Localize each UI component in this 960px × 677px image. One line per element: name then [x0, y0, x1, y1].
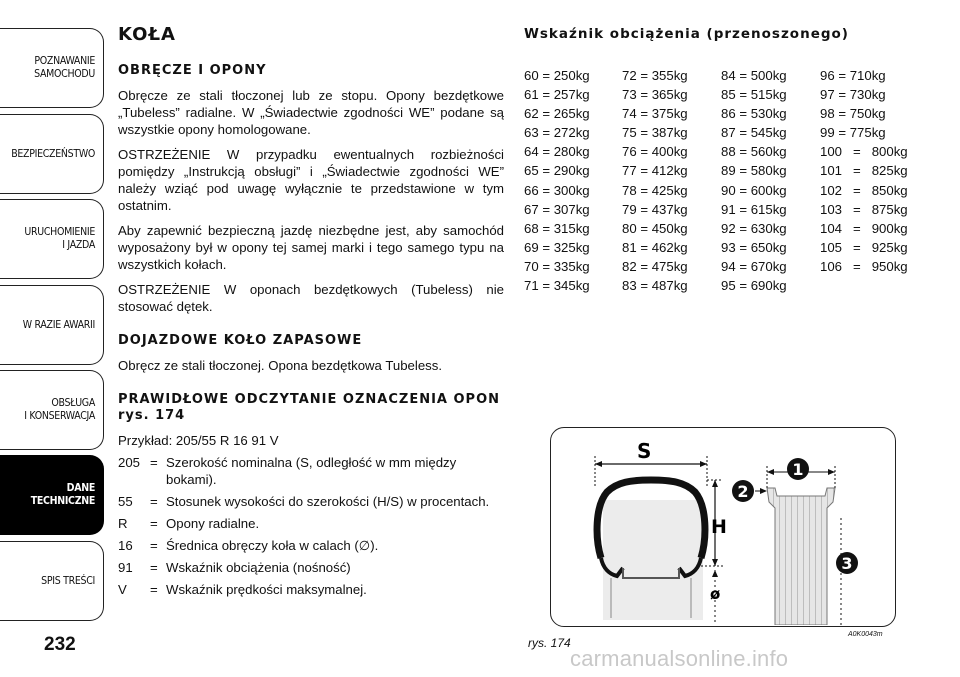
marking-text: Szerokość nominalna (S, odległość w mm między bokami). [166, 455, 457, 487]
load-index-entry: 106 = 950kg [820, 258, 908, 274]
load-index-entry: 63 = 272kg [524, 125, 590, 141]
load-index-entry: 81 = 462kg [622, 239, 688, 255]
callout-3 [836, 552, 858, 574]
load-index-column-1 [524, 66, 590, 295]
tab-obsluga-i-konserwacja[interactable]: OBSŁUGA I KONSERWACJA [0, 370, 104, 450]
load-index-entry: 92 = 630kg [721, 220, 787, 236]
section-heading-rims: OBRĘCZE I OPONY [118, 63, 267, 78]
load-index-entry: 94 = 670kg [721, 258, 787, 274]
example-line: Przykład: 205/55 R 16 91 V [118, 433, 279, 448]
list-item: V = Wskaźnik prędkości maksymalnej. [118, 582, 367, 597]
load-index-entry: 102 = 850kg [820, 182, 908, 198]
section-heading-spare: DOJAZDOWE KOŁO ZAPASOWE [118, 333, 363, 348]
list-item: R = Opony radialne. [118, 516, 260, 531]
paragraph: Obręcz ze stali tłoczonej. Opona bezdętkowa Tubeless. [118, 358, 443, 373]
load-index-entry: 68 = 315kg [524, 220, 590, 236]
tire-cross-section-illustration [551, 428, 894, 625]
main-text-column [118, 26, 504, 603]
marking-list [118, 454, 504, 598]
load-index-entry: 89 = 580kg [721, 163, 787, 179]
load-index-entry: 87 = 545kg [721, 125, 787, 141]
marking-text: Wskaźnik obciążenia (nośność) [166, 560, 351, 575]
load-index-entry: 84 = 500kg [721, 68, 787, 83]
marking-key: R [118, 516, 128, 531]
load-index-entry: 60 = 250kg [524, 68, 590, 83]
load-index-entry: 99 = 775kg [820, 125, 886, 141]
load-index-entry: 78 = 425kg [622, 182, 688, 198]
tab-dane-techniczne[interactable]: DANE TECHNICZNE [0, 455, 104, 535]
tire-diagram [550, 427, 896, 627]
load-index-entry: 76 = 400kg [622, 144, 688, 160]
tab-poznawanie-samochodu[interactable]: POZNAWANIE SAMOCHODU [0, 28, 104, 108]
load-index-column-4 [820, 66, 908, 276]
marking-text: Wskaźnik prędkości maksymalnej. [166, 582, 367, 597]
watermark: carmanualsonline.info [570, 646, 789, 671]
tab-w-razie-awarii[interactable]: W RAZIE AWARII [0, 285, 104, 365]
rim-section [755, 466, 841, 625]
list-item: 55 = Stosunek wysokości do szerokości (H/S) w procentach. [118, 494, 490, 509]
load-index-entry: 61 = 257kg [524, 87, 590, 103]
load-index-entry: 79 = 437kg [622, 201, 688, 217]
load-index-column [524, 26, 944, 294]
load-index-entry: 90 = 600kg [721, 182, 787, 198]
load-index-entry: 72 = 355kg [622, 68, 688, 83]
load-index-entry: 105 = 925kg [820, 239, 908, 255]
label-diameter: ø [710, 585, 721, 603]
load-index-entry: 64 = 280kg [524, 144, 590, 160]
page-title: KOŁA [118, 24, 176, 45]
load-index-entry: 82 = 475kg [622, 258, 688, 274]
load-index-entry: 86 = 530kg [721, 106, 787, 122]
marking-text: Opony radialne. [166, 516, 260, 531]
label-h: H [711, 516, 727, 538]
marking-key: V [118, 582, 127, 597]
marking-key: 55 [118, 494, 133, 509]
load-index-entry: 97 = 730kg [820, 87, 886, 103]
load-index-entry: 62 = 265kg [524, 106, 590, 122]
load-index-entry: 96 = 710kg [820, 68, 886, 83]
load-index-entry: 73 = 365kg [622, 87, 688, 103]
svg-text:3: 3 [841, 554, 853, 573]
marking-key: 205 [118, 455, 141, 470]
svg-text:1: 1 [792, 460, 804, 479]
tire-section [597, 480, 705, 620]
load-index-heading: Wskaźnik obciążenia (przenoszonego) [524, 26, 849, 42]
marking-key: 16 [118, 538, 133, 553]
load-index-entry: 93 = 650kg [721, 239, 787, 255]
paragraph: OSTRZEŻENIE W oponach bezdętkowych (Tubeless) nie stosować dętek. [118, 282, 504, 314]
list-item: 205 = Szerokość nominalna (S, odległość w mm między bokami). [118, 454, 504, 488]
load-index-column-3 [721, 66, 787, 295]
load-index-entry: 66 = 300kg [524, 182, 590, 198]
figure-code: A0K0043m [848, 631, 883, 638]
load-index-entry: 70 = 335kg [524, 258, 590, 274]
load-index-entry: 69 = 325kg [524, 239, 590, 255]
load-index-entry: 103 = 875kg [820, 201, 908, 217]
list-item: 16 = Średnica obręczy koła w calach (∅). [118, 538, 379, 553]
tab-spis-tresci[interactable]: SPIS TREŚCI [0, 541, 104, 621]
load-index-entry: 91 = 615kg [721, 201, 787, 217]
tab-uruchomienie-i-jazda[interactable]: URUCHOMIENIE I JAZDA [0, 199, 104, 279]
load-index-entry: 88 = 560kg [721, 144, 787, 160]
load-index-entry: 77 = 412kg [622, 163, 688, 179]
svg-text:2: 2 [737, 482, 749, 501]
load-index-entry: 98 = 750kg [820, 106, 886, 122]
section-heading-reading: PRAWIDŁOWE ODCZYTANIE OZNACZENIA OPON rys. 174 [118, 392, 501, 423]
load-index-entry: 80 = 450kg [622, 220, 688, 236]
load-index-column-2 [622, 66, 688, 295]
load-index-entry: 85 = 515kg [721, 87, 787, 103]
list-item: 91 = Wskaźnik obciążenia (nośność) [118, 560, 351, 575]
load-index-entry: 104 = 900kg [820, 220, 908, 236]
paragraph: Aby zapewnić bezpieczną jazdę niezbędne jest, aby samochód wyposażony był w opony tej samej marki i tego samego typu na wszystkich kołach. [118, 223, 504, 272]
tab-bezpieczenstwo[interactable]: BEZPIECZEŃSTWO [0, 114, 104, 194]
load-index-entry: 74 = 375kg [622, 106, 688, 122]
callout-2 [732, 480, 754, 502]
marking-text: Stosunek wysokości do szerokości (H/S) w procentach. [166, 494, 490, 509]
page-number: 232 [44, 634, 76, 655]
load-index-entry: 65 = 290kg [524, 163, 590, 179]
load-index-entry: 83 = 487kg [622, 278, 688, 294]
load-index-entry: 100 = 800kg [820, 144, 908, 160]
load-index-entry: 71 = 345kg [524, 278, 590, 294]
load-index-entry: 101 = 825kg [820, 163, 908, 179]
marking-key: 91 [118, 560, 133, 575]
load-index-entry: 95 = 690kg [721, 278, 787, 294]
load-index-entry: 75 = 387kg [622, 125, 688, 141]
paragraph: Obręcze ze stali tłoczonej lub ze stopu. Opony bezdętkowe „Tubeless” radialne. W „Świadectwie zgodności WE” podane są wszystkie opony homologowane. [118, 88, 504, 137]
marking-text: Średnica obręczy koła w calach (∅). [166, 538, 379, 553]
paragraph: OSTRZEŻENIE W przypadku ewentualnych rozbieżności pomiędzy „Instrukcją obsługi” i „Świadectwie zgodności WE” należy wziąć pod uwagę wyłącznie te przedstawione w tym ostatnim. [118, 147, 504, 213]
label-s: S [637, 439, 652, 463]
figure-caption: rys. 174 [528, 636, 571, 650]
callout-1 [787, 458, 809, 480]
load-index-entry: 67 = 307kg [524, 201, 590, 217]
